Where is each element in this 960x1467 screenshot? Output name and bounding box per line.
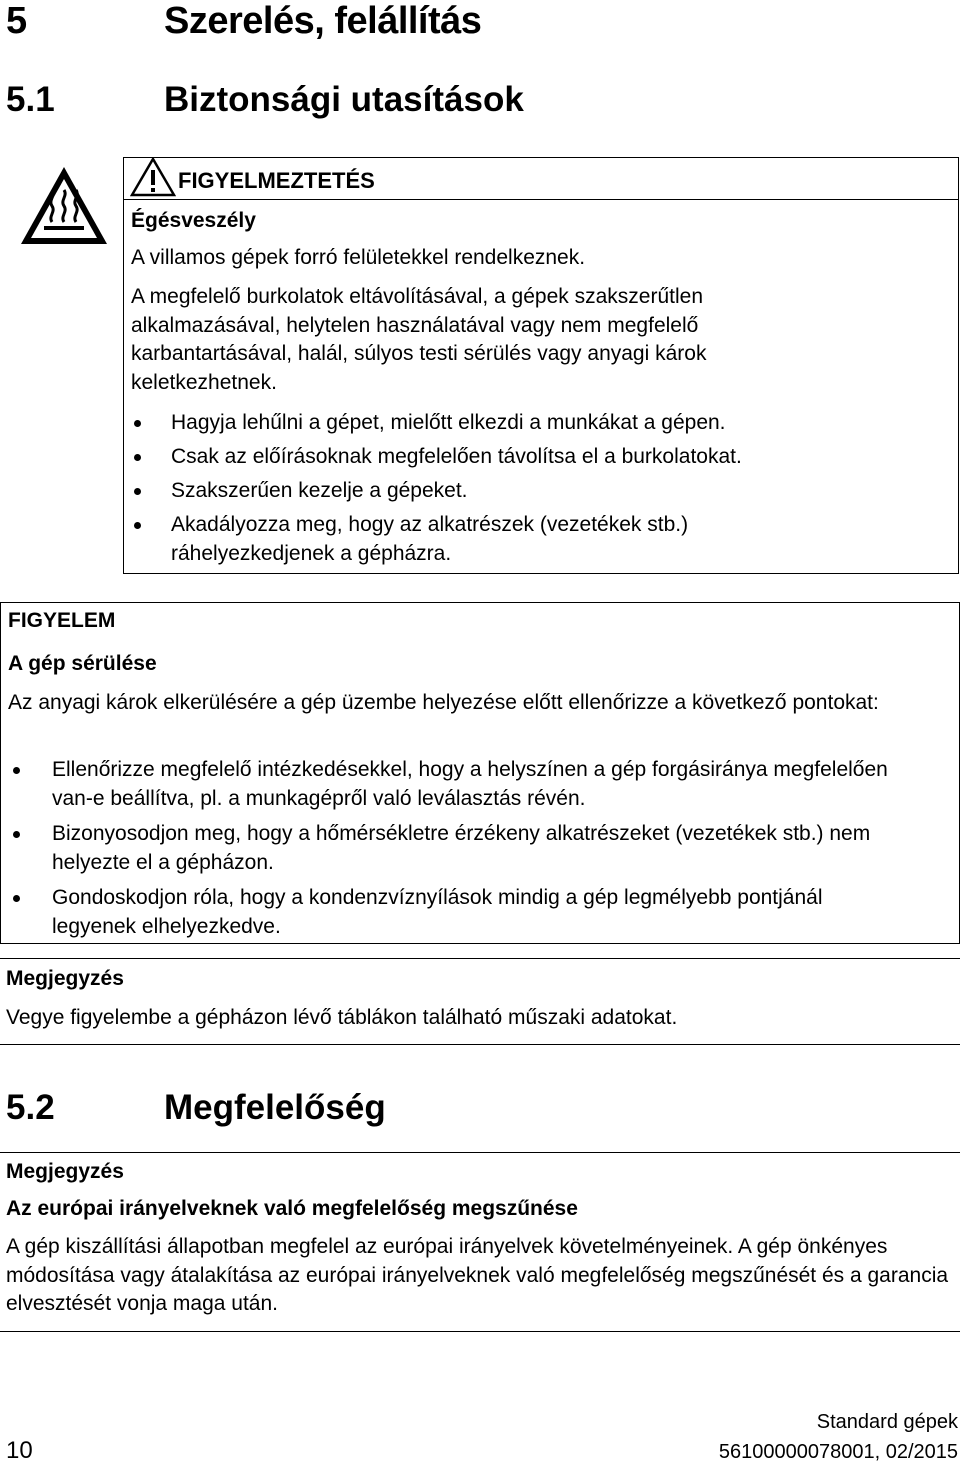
warning-list (131, 409, 931, 568)
note-text: Vegye figyelembe a gépházon lévő táblákon található műszaki adatokat. (6, 1006, 678, 1029)
note-label: Megjegyzés (6, 1160, 124, 1183)
note-text: A gép kiszállítási állapotban megfelel az európai irányelvek követelményeinek. A gép önkényes módosítása vagy átalakítása az európai irányelveknek való megfelelőség megszűnését és a garancia elvesztését vonja maga után. (6, 1235, 949, 1315)
warning-triangle-icon (130, 157, 176, 197)
chapter-title: Szerelés, felállítás (164, 0, 482, 42)
note-heading: Az európai irányelveknek való megfelelőség megszűnése (6, 1197, 578, 1220)
section-heading-5-2 (6, 1088, 386, 1128)
caution-list (8, 756, 938, 941)
section-title: Biztonsági utasítások (164, 80, 524, 119)
warning-hazard: Égésveszély (131, 209, 256, 232)
section-title: Megfelelőség (164, 1088, 386, 1127)
chapter-heading (6, 0, 481, 43)
warning-signal-word: FIGYELMEZTETÉS (178, 168, 375, 193)
document-title: Standard gépek (816, 1411, 958, 1433)
warning-header (130, 157, 375, 197)
bullet-icon (134, 454, 141, 461)
warning-text-1: A villamos gépek forró felületekkel rendelkeznek. (131, 246, 586, 269)
list-item: Csak az előírásoknak megfelelően távolítsa el a burkolatokat. (131, 443, 931, 477)
hot-surface-icon (18, 164, 110, 248)
chapter-number: 5 (6, 0, 27, 42)
list-item: Ellenőrizze megfelelő intézkedésekkel, hogy a helyszínen a gép forgásiránya megfelelően van-e beállítva, pl. a munkagépről való leválasztás révén. (8, 756, 922, 813)
list-item: Szakszerűen kezelje a gépeket. (131, 477, 931, 511)
bullet-icon (13, 767, 20, 774)
section-number: 5.1 (6, 80, 55, 119)
document-code: 56100000078001, 02/2015 (718, 1441, 958, 1463)
bullet-icon (134, 420, 141, 427)
section-heading-5-1 (6, 80, 524, 120)
bullet-icon (134, 522, 141, 529)
section-number: 5.2 (6, 1088, 55, 1127)
note-top-divider (0, 958, 960, 959)
bullet-icon (13, 895, 20, 902)
list-item: Akadályozza meg, hogy az alkatrészek (vezetékek stb.) ráhelyezkedjenek a gépházra. (131, 511, 801, 568)
caution-intro: Az anyagi károk elkerülésére a gép üzembe helyezése előtt ellenőrizze a következő pontokat: (8, 691, 879, 714)
page-number: 10 (6, 1437, 33, 1464)
bullet-icon (134, 488, 141, 495)
note-top-divider (0, 1152, 960, 1153)
caution-hazard: A gép sérülése (8, 652, 157, 675)
note-bottom-divider (0, 1331, 960, 1332)
bullet-icon (13, 831, 20, 838)
warning-header-divider (124, 199, 959, 200)
list-item: Hagyja lehűlni a gépet, mielőtt elkezdi a munkákat a gépen. (131, 409, 931, 443)
caution-signal-word: FIGYELEM (8, 609, 116, 632)
list-item: Bizonyosodjon meg, hogy a hőmérsékletre érzékeny alkatrészeket (vezetékek stb.) nem helyezte el a gépházon. (8, 820, 932, 877)
warning-text-2: A megfelelő burkolatok eltávolításával, a gépek szakszerűtlen alkalmazásával, helytelen használatával vagy nem megfelelő karbantartásával, halál, súlyos testi sérülés vagy anyagi károk keletkezhetnek. (131, 285, 707, 394)
list-item: Gondoskodjon róla, hogy a kondenzvíznyílások mindig a gép legmélyebb pontjánál legyenek elhelyezkedve. (8, 884, 892, 941)
note-label: Megjegyzés (6, 967, 124, 990)
note-bottom-divider (0, 1044, 960, 1045)
